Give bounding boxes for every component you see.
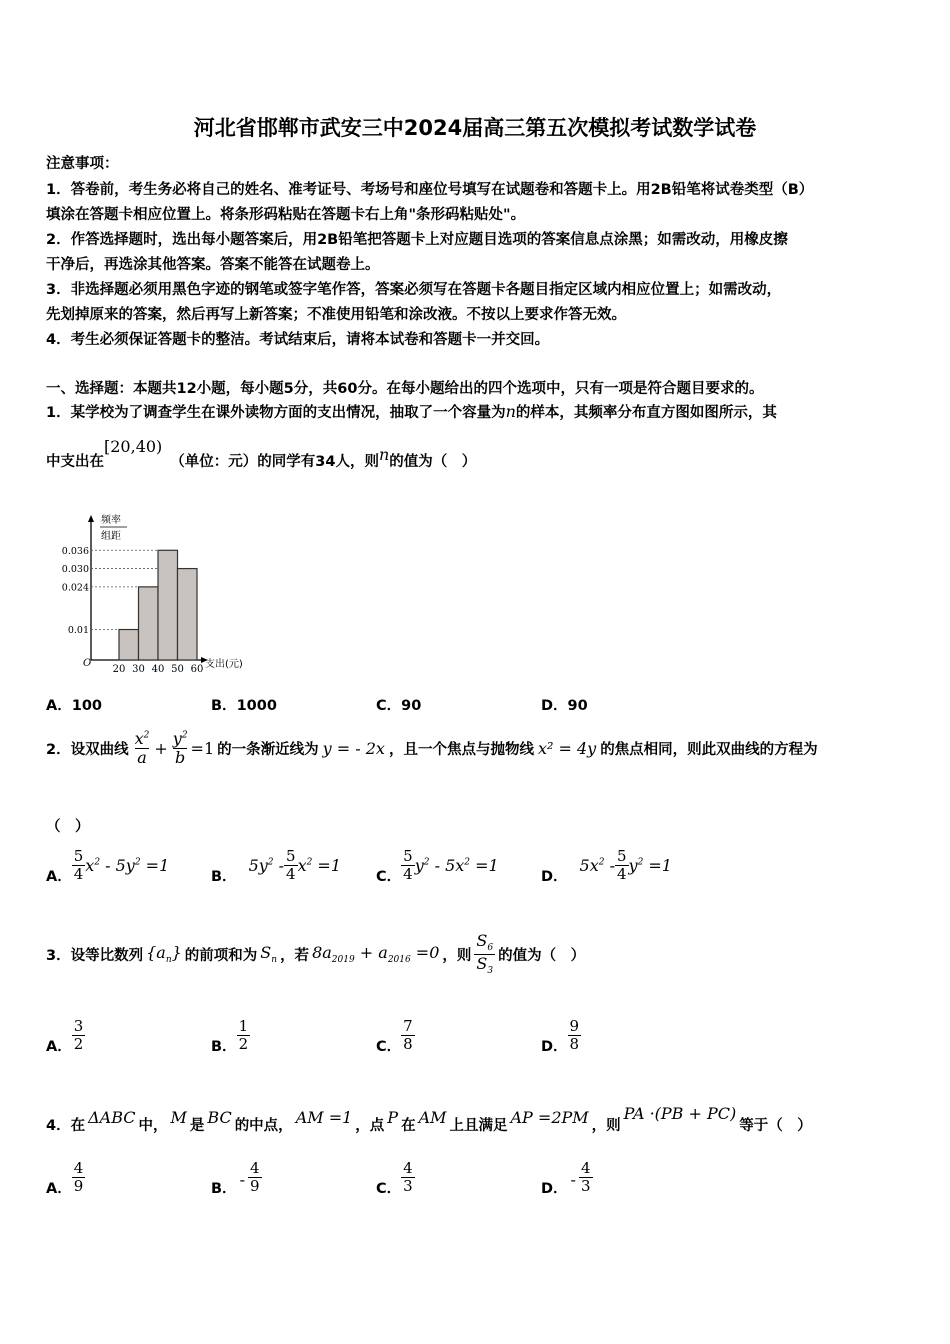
notice-line: 先划掉原来的答案，然后再写上新答案；不准使用铅笔和涂改液。不按以上要求作答无效。 xyxy=(46,307,626,323)
x-axis-label: 支出(元) xyxy=(205,659,243,670)
q2-option-a[interactable]: A． $\frac{5}{4}$ $x^2 - 5y^2 =1$ xyxy=(46,847,170,886)
q1-line2: 中支出在[20,40)（单位：元）的同学有34人，则n的值为（ ） xyxy=(46,437,477,470)
notice-heading: 注意事项： xyxy=(46,156,119,172)
x-tick-label: 30 xyxy=(132,664,145,675)
q2-paren: （ ） xyxy=(46,819,90,835)
q4-stem: 4．在 ΔABC 中， M 是 BC 的中点， AM =1 ，点 P 在 AM 上且满足 AP =2PM ，则 PA ·(PB + PC) 等于（ ） xyxy=(46,1104,812,1134)
q3-option-b[interactable]: B． $\frac{1}{2}$ xyxy=(211,1017,249,1056)
notice-line: 干净后，再选涂其他答案。答案不能答在试题卷上。 xyxy=(46,257,380,273)
q3-option-d[interactable]: D． $\frac{9}{8}$ xyxy=(541,1017,580,1056)
notice-line: 填涂在答题卡相应位置上。将条形码粘贴在答题卡右上角"条形码粘贴处"。 xyxy=(46,207,526,223)
q2-option-b[interactable]: B． $5y^2$ - $\frac{5}{4}$ $x^2 =1$ xyxy=(211,847,341,886)
q3-option-a[interactable]: A． $\frac{3}{2}$ xyxy=(46,1017,84,1056)
q4-option-c[interactable]: C． $\frac{4}{3}$ xyxy=(376,1159,413,1198)
q2-stem: 2．设双曲线 $\frac{x^2}{a}$ + $\frac{y^2}{b}$ =1 的一条渐近线为 y = - 2x ，且一个焦点与抛物线 x² = 4y 的焦点相同，则此双曲线的方程为 xyxy=(46,729,818,768)
x-tick-label: 40 xyxy=(151,664,165,675)
q3-stem: 3．设等比数列 $\{a_n\}$ 的前项和为 $S_n$ ，若 $8a_{2019} + a_{2016} =0$ ，则 $\frac{S_6}{S_3}$ 的值为（ ） xyxy=(46,931,586,976)
notice-line: 3．非选择题必须用黑色字迹的钢笔或签字笔作答，答案必须写在答题卡各题目指定区域内相应位置上；如需改动， xyxy=(46,282,782,298)
q4-option-a[interactable]: A． $\frac{4}{9}$ xyxy=(46,1159,84,1198)
q2-option-c[interactable]: C． $\frac{5}{4}$ $y^2 - 5x^2 =1$ xyxy=(376,847,499,886)
notice-line: 2．作答选择题时，选出每小题答案后，用2B铅笔把答题卡上对应题目选项的答案信息点涂黑；如需改动，用橡皮擦 xyxy=(46,232,788,248)
q1-option-c[interactable]: C．90 xyxy=(376,698,422,714)
q1-option-d[interactable]: D．90 xyxy=(541,698,588,714)
x-tick-label: 50 xyxy=(171,664,184,675)
q4-option-d[interactable]: D． - $\frac{4}{3}$ xyxy=(541,1159,591,1198)
q1-option-a[interactable]: A．100 xyxy=(46,698,103,714)
q2-option-d[interactable]: D． $5x^2$ - $\frac{5}{4}$ $y^2 =1$ xyxy=(541,847,672,886)
y-axis-label-bottom: 组距 xyxy=(101,531,121,542)
notice-line: 4．考生必须保证答题卡的整洁。考试结束后，请将本试卷和答题卡一并交回。 xyxy=(46,332,550,348)
histogram-bar xyxy=(139,587,159,660)
y-tick-label: 0.024 xyxy=(61,582,89,594)
histogram-bar xyxy=(158,550,178,660)
x-tick-label: 60 xyxy=(190,664,204,675)
q3-option-c[interactable]: C． $\frac{7}{8}$ xyxy=(376,1017,413,1056)
x-tick-label: 20 xyxy=(112,664,126,675)
page-title: 河北省邯郸市武安三中2024届高三第五次模拟考试数学试卷 xyxy=(193,116,757,140)
q1-option-b[interactable]: B．1000 xyxy=(211,698,277,714)
y-axis-label-top: 频率 xyxy=(101,515,121,526)
histogram-bar xyxy=(119,630,139,660)
histogram-bar xyxy=(178,569,198,660)
origin-label: O xyxy=(83,658,92,669)
q4-option-b[interactable]: B． - $\frac{4}{9}$ xyxy=(211,1159,260,1198)
y-tick-label: 0.030 xyxy=(61,564,89,576)
section-heading: 一、选择题：本题共12小题，每小题5分，共60分。在每小题给出的四个选项中，只有一项是符合题目要求的。 xyxy=(46,381,764,397)
notice-line: 1．答卷前，考生务必将自己的姓名、准考证号、考场号和座位号填写在试题卷和答题卡上。用2B铅笔将试卷类型（B） xyxy=(46,182,814,198)
q1-line1: 1．某学校为了调查学生在课外读物方面的支出情况，抽取了一个容量为n的样本，其频率分布直方图如图所示，其 xyxy=(46,402,777,421)
y-tick-label: 0.036 xyxy=(61,545,89,557)
histogram-chart xyxy=(55,512,260,675)
y-tick-label: 0.01 xyxy=(67,625,89,637)
